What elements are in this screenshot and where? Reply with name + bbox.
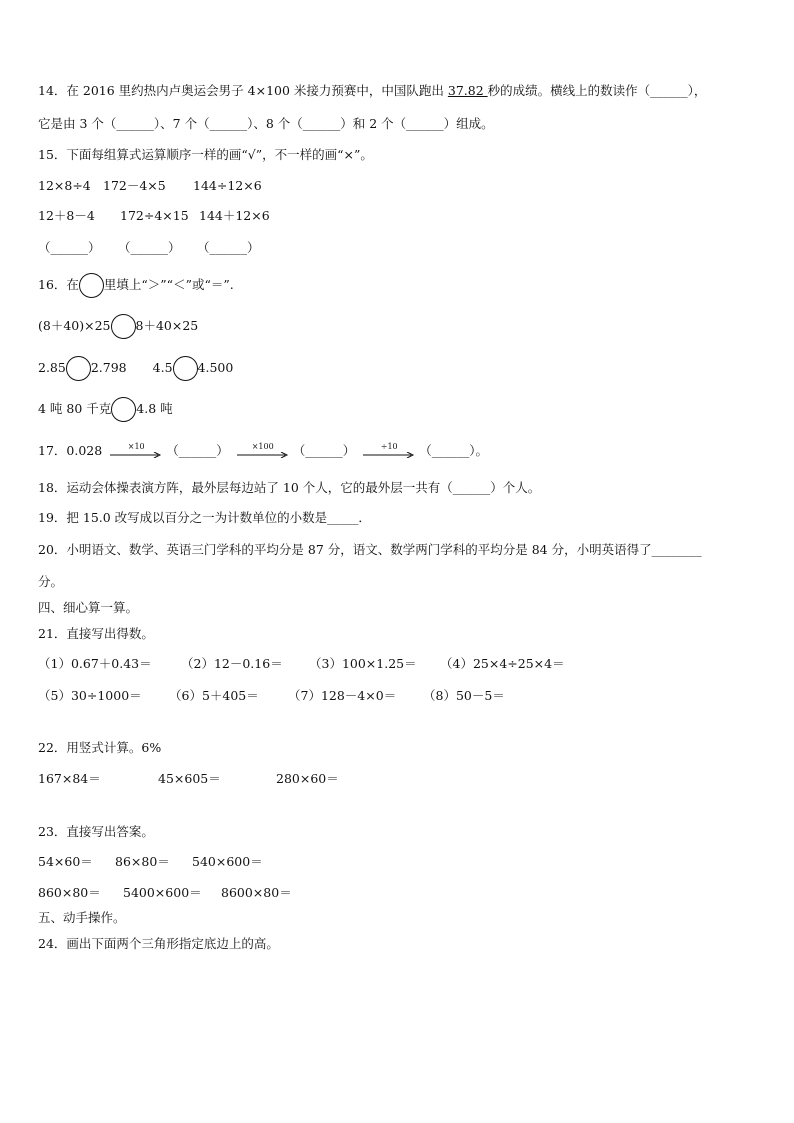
q15-blanks: （______） （______） （______） — [38, 240, 260, 255]
section-4-heading: 四、细心算一算。 — [38, 600, 139, 615]
section-5-heading: 五、动手操作。 — [38, 910, 126, 925]
q24: 24．画出下面两个三角形指定底边上的高。 — [38, 936, 279, 951]
q20-line2: 分。 — [38, 574, 64, 589]
q15-row1: 12×8÷4 172－4×5 144÷12×6 — [38, 178, 262, 193]
q23-row2: 860×80＝ 5400×600＝ 8600×80＝ — [38, 885, 292, 900]
arrow-times-100: ×100 — [237, 444, 289, 460]
answer-circle[interactable] — [66, 356, 91, 381]
q16-row2: 2.85 2.798 4.5 4.500 — [38, 360, 233, 376]
answer-circle[interactable] — [79, 273, 104, 298]
q16-row3: 4 吨 80 千克 4.8 吨 — [38, 401, 173, 417]
q22-items: 167×84＝ 45×605＝ 280×60＝ — [38, 771, 339, 786]
answer-circle[interactable] — [111, 314, 136, 339]
answer-circle[interactable] — [111, 397, 136, 422]
q16-title: 16．在 里填上“＞”“＜”或“＝”. — [38, 277, 234, 293]
q22-title: 22．用竖式计算。6% — [38, 740, 162, 755]
q23-title: 23．直接写出答案。 — [38, 824, 154, 839]
q21-row1: （1）0.67＋0.43＝ （2）12－0.16＝ （3）100×1.25＝ （4）25×4÷25×4＝ — [38, 656, 565, 671]
q19: 19．把 15.0 改写成以百分之一为计数单位的小数是_____． — [38, 510, 371, 525]
q20-line1: 20．小明语文、数学、英语三门学科的平均分是 87 分，语文、数学两门学科的平均分是 84 分，小明英语得了________ — [38, 542, 702, 557]
q21-title: 21．直接写出得数。 — [38, 626, 154, 641]
q23-row1: 54×60＝ 86×80＝ 540×600＝ — [38, 854, 263, 869]
arrow-divide-10: ÷10 — [363, 444, 415, 460]
q14-line2: 它是由 3 个（______）、7 个（______）、8 个（______）和 2 个（______）组成。 — [38, 116, 494, 131]
q16-row1: (8＋40)×25 8＋40×25 — [38, 318, 198, 334]
q17-line: 17．0.028 ×10 （______） ×100 （______） ÷10 （______）。 — [38, 441, 488, 458]
q15-title: 15．下面每组算式运算顺序一样的画“√”，不一样的画“×”。 — [38, 147, 373, 162]
q21-row2: （5）30÷1000＝ （6）5＋405＝ （7）128－4×0＝ （8）50－5＝ — [38, 688, 505, 703]
answer-circle[interactable] — [173, 356, 198, 381]
q15-row2: 12＋8－4 172÷4×15 144＋12×6 — [38, 208, 270, 223]
q18: 18．运动会体操表演方阵，最外层每边站了 10 个人，它的最外层一共有（______）个人。 — [38, 480, 541, 495]
arrow-times-10: ×10 — [110, 444, 162, 460]
underlined-number: 37.82 — [447, 83, 488, 98]
q14-line1: 14．在 2016 里约热内卢奥运会男子 4×100 米接力预赛中，中国队跑出 37.82 秒的成绩。横线上的数读作（______）， — [38, 83, 707, 98]
